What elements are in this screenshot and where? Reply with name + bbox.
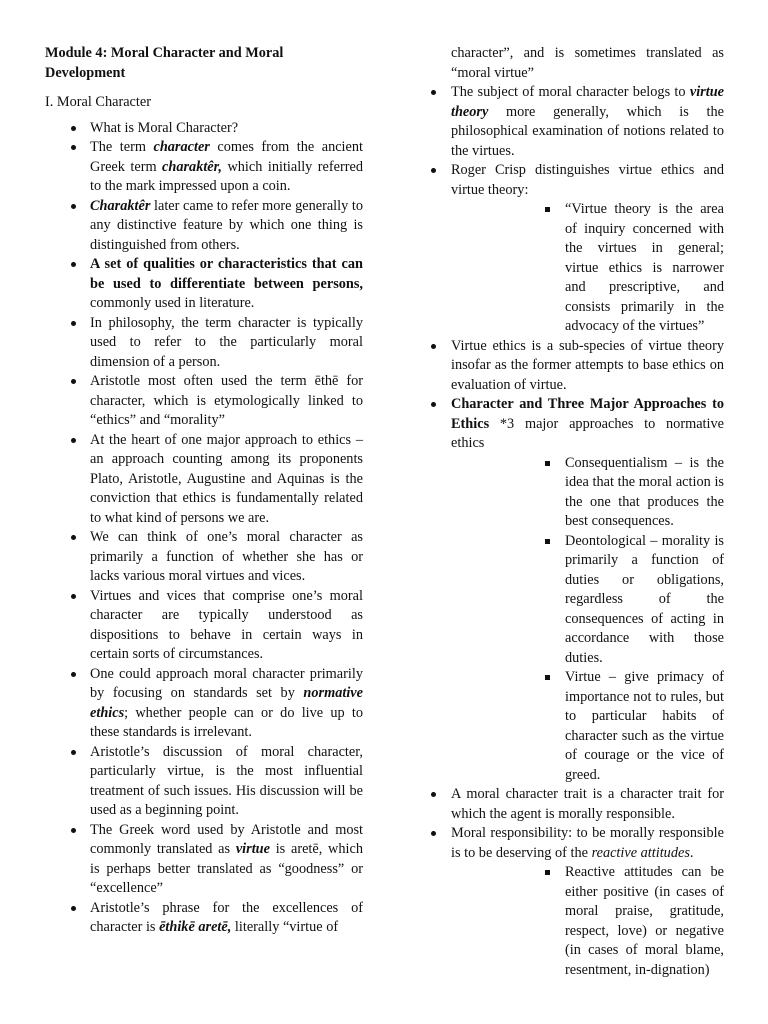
sub-list-item: Reactive attitudes can be either positive (in cases of moral praise, gratitude, respect, love) or negative (in cases of moral blame, resentment, in-dignation) [541, 863, 724, 980]
sub-list [451, 200, 724, 337]
list-item: The Greek word used by Aristotle and most commonly translated as virtue is aretē, which is perhaps better translated as “goodness” or “excellence” [45, 821, 363, 899]
list-item: At the heart of one major approach to ethics – an approach counting among its proponents Plato, Aristotle, Augustine and Aquinas is the conviction that ethics is fundamentally related to what kind of persons we are. [45, 431, 363, 529]
module-title: Module 4: Moral Character and Moral Development [45, 45, 284, 81]
sub-list-item: Consequentialism – is the idea that the moral action is the one that produces the best consequences. [541, 454, 724, 532]
list-item: Moral responsibility: to be morally responsible is to be deserving of the reactive attitudes. Reactive attitudes can be either positive (in cases of moral praise, gratitude, respect, love) or negative (in cases of moral blame, resentment, in-dignation) [428, 824, 724, 980]
list-item: Character and Three Major Approaches to Ethics *3 major approaches to normative ethics Consequentialism – is the idea that the moral action is the one that produces the best consequences. Deontological – morality is primarily a function of duties or obligations, regardless of the consequences of acting in accordance with those duties. Virtue – give primacy of importance not to rules, but to particular habits of character such as the virtue of courage or the vice of greed. [428, 395, 724, 785]
list-item: In philosophy, the term character is typically used to refer to the particularly moral dimension of a person. [45, 314, 363, 373]
list-item: Virtues and vices that comprise one’s moral character are typically understood as dispositions to behave in certain ways in certain sorts of circumstances. [45, 587, 363, 665]
continued-text: character”, and is sometimes translated as “moral virtue” [451, 45, 724, 81]
list-item: What is Moral Character? [45, 119, 363, 139]
list-item: Roger Crisp distinguishes virtue ethics and virtue theory: “Virtue theory is the area of inquiry concerned with the virtues in general; virtue ethics is narrower and prescriptive, and consists primarily in the advocacy of the virtues” [428, 161, 724, 337]
list-item: A moral character trait is a character trait for which the agent is morally responsible. [428, 785, 724, 824]
sub-list-item: Virtue – give primacy of importance not to rules, but to particular habits of character such as the virtue of courage or the vice of greed. [541, 668, 724, 785]
list-item: Aristotle’s phrase for the excellences of character is ēthikē aretē, literally “virtue of [45, 899, 363, 938]
list-item: Charaktêr later came to refer more generally to any distinctive feature by which one thing is distinguished from others. [45, 197, 363, 256]
left-column [45, 44, 363, 938]
right-column [428, 44, 724, 980]
bullet-list-left [45, 119, 363, 938]
list-item: One could approach moral character primarily by focusing on standards set by normative ethics; whether people can or do live up to these standards is irrelevant. [45, 665, 363, 743]
sub-list [451, 863, 724, 980]
sub-list-item: “Virtue theory is the area of inquiry concerned with the virtues in general; virtue ethics is narrower and prescriptive, and consists primarily in the advocacy of the virtues” [541, 200, 724, 337]
list-item: A set of qualities or characteristics that can be used to differentiate between persons, commonly used in literature. [45, 255, 363, 314]
list-item: The subject of moral character belogs to virtue theory more generally, which is the philosophical examination of notions related to the virtues. [428, 83, 724, 161]
list-item: Aristotle’s discussion of moral character, particularly virtue, is the most influential treatment of such issues. His discussion will be used as a beginning point. [45, 743, 363, 821]
list-item: Aristotle most often used the term ēthē for character, which is etymologically linked to “ethics” and “morality” [45, 372, 363, 431]
list-item: We can think of one’s moral character as primarily a function of whether she has or lacks various moral virtues and vices. [45, 528, 363, 587]
section-heading: I. Moral Character [45, 94, 151, 110]
list-item: Virtue ethics is a sub-species of virtue theory insofar as the former attempts to base ethics on evaluation of virtue. [428, 337, 724, 396]
list-item: The term character comes from the ancient Greek term charaktêr, which initially referred to the mark impressed upon a coin. [45, 138, 363, 197]
sub-list-item: Deontological – morality is primarily a function of duties or obligations, regardless of the consequences of acting in accordance with those duties. [541, 532, 724, 669]
bullet-list-right [428, 83, 724, 980]
sub-list [451, 454, 724, 786]
